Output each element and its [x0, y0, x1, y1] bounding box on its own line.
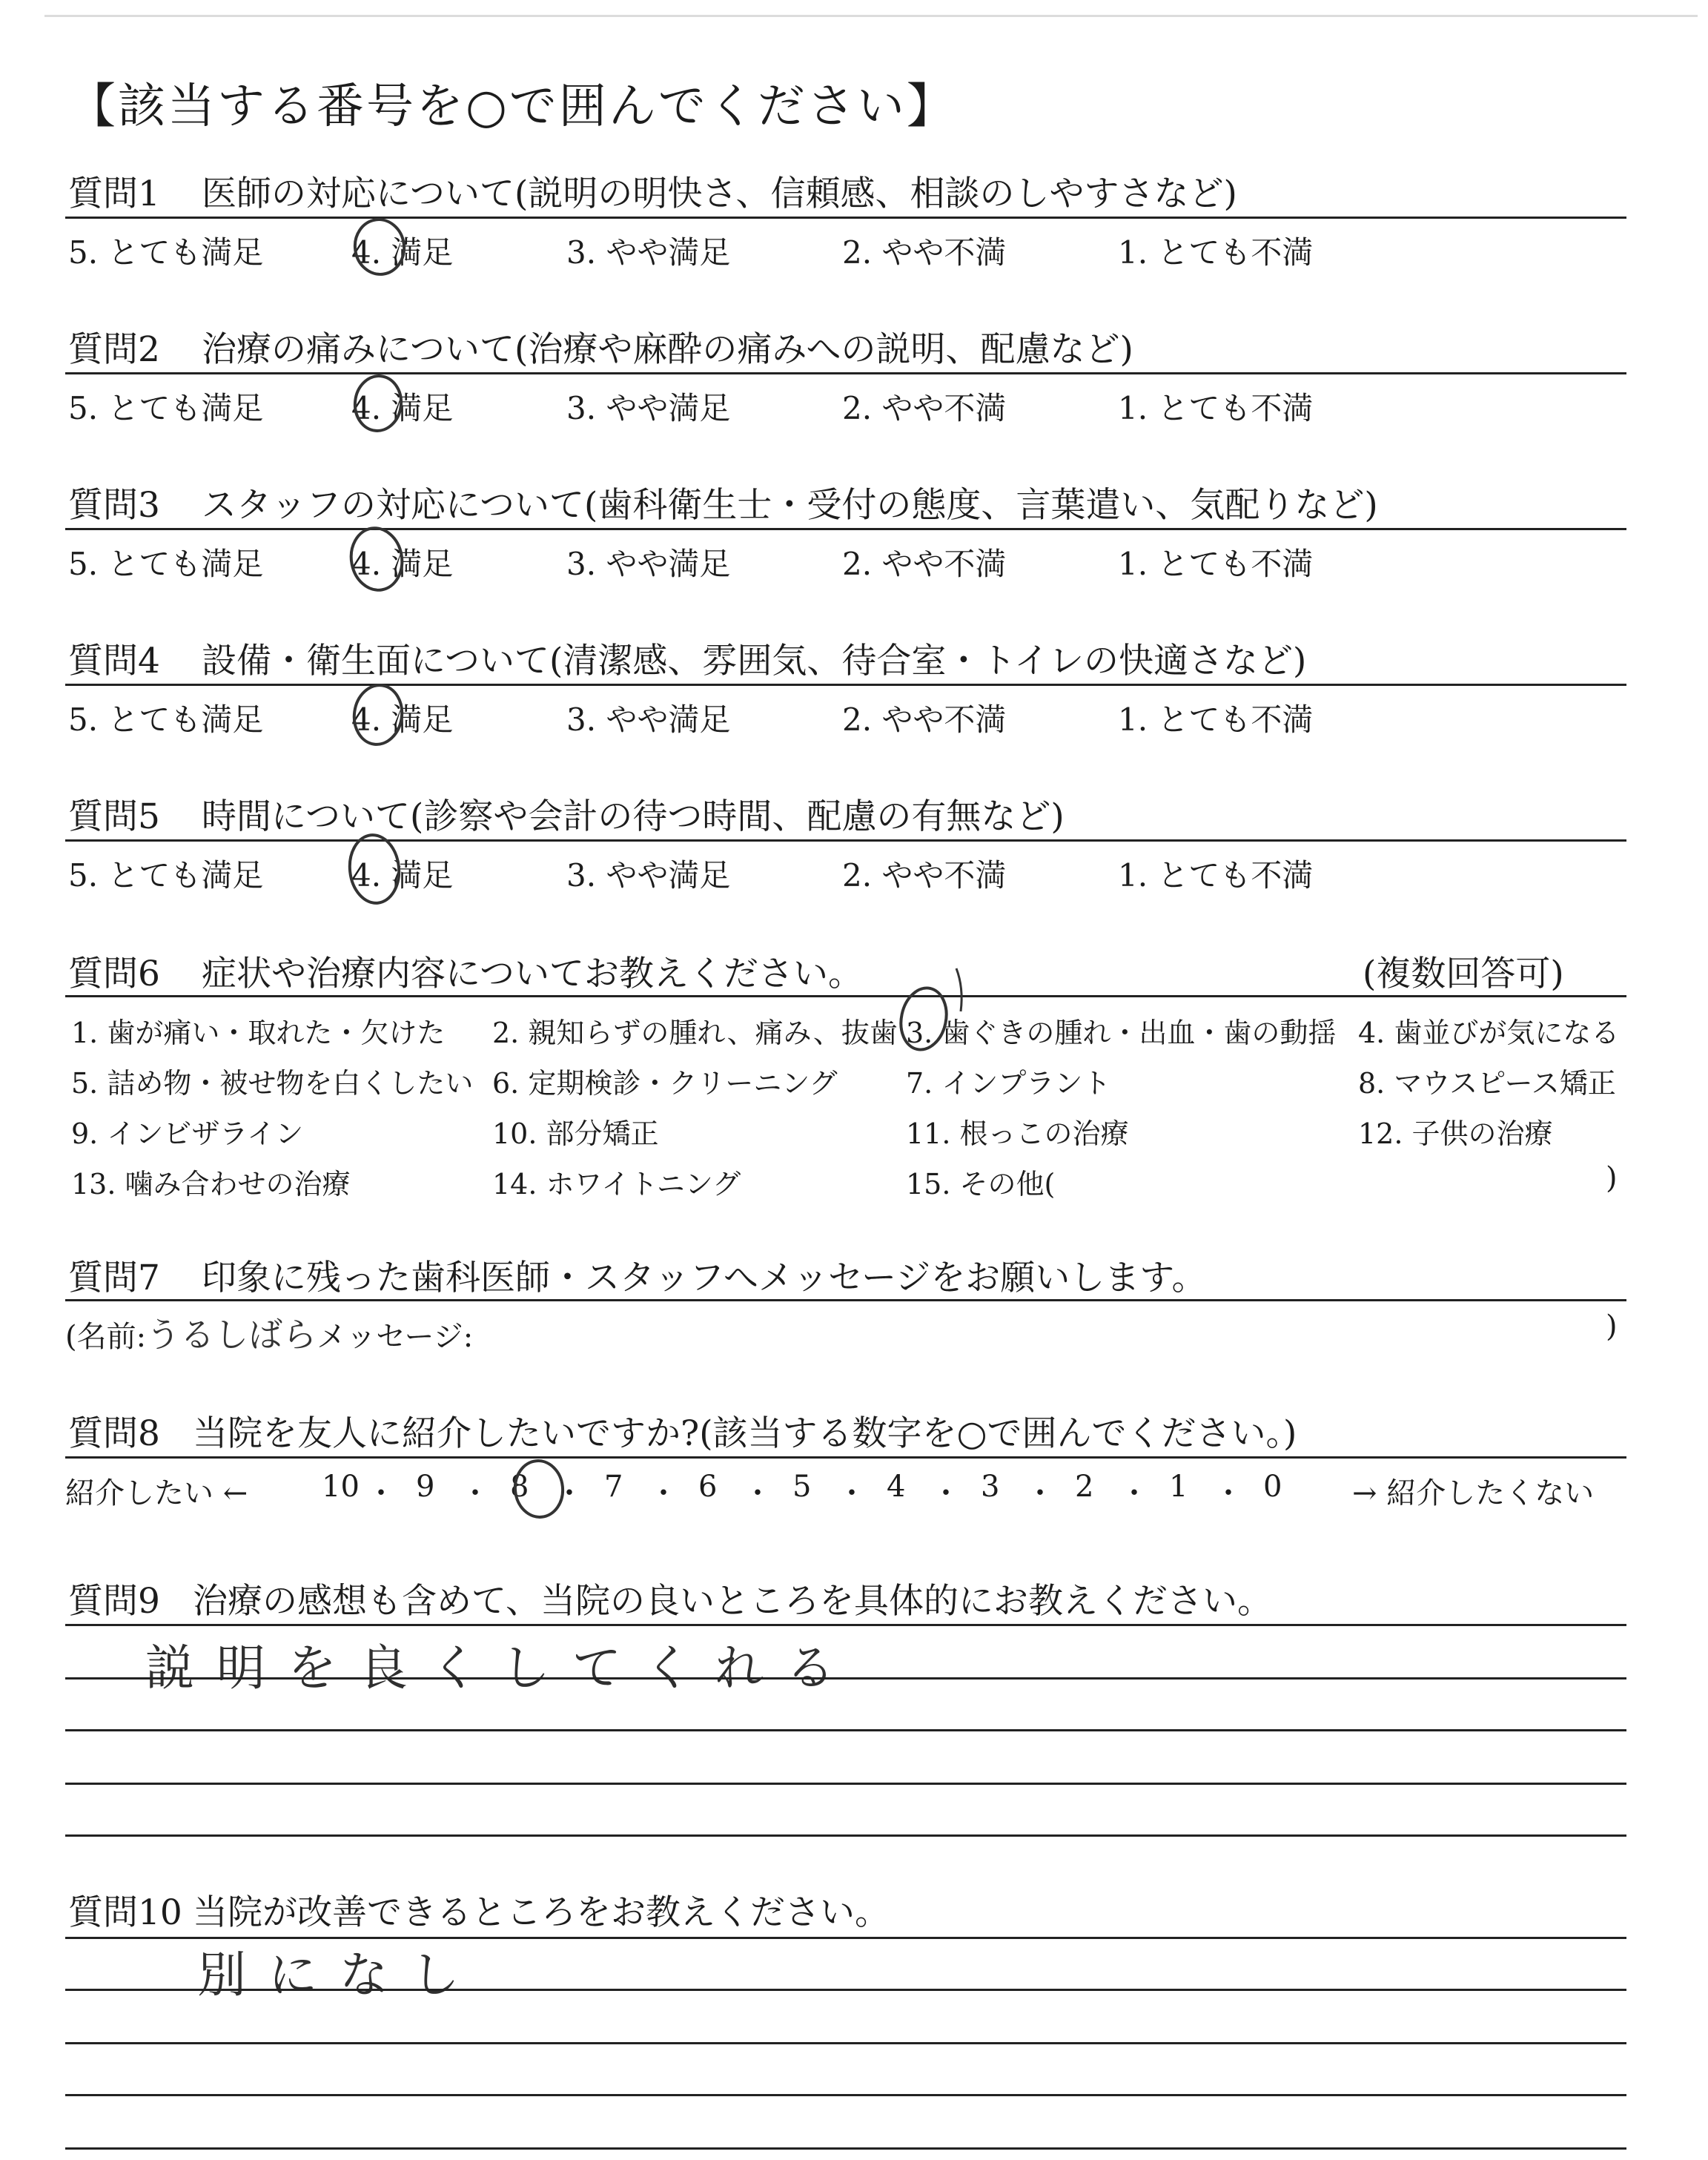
- question-number: 質問9: [68, 1581, 160, 1622]
- q6-item-1[interactable]: 1. 歯が痛い・取れた・欠けた: [71, 1017, 446, 1049]
- answer-line: [65, 1834, 1626, 1837]
- q2-option-1[interactable]: 1. とても不満: [1118, 390, 1314, 426]
- q6-item-12[interactable]: 12. 子供の治療: [1358, 1117, 1553, 1150]
- question-number: 質問8: [68, 1413, 160, 1454]
- q3-option-5[interactable]: 5. とても満足: [68, 546, 264, 582]
- scale-separator: ・: [743, 1476, 772, 1510]
- question-number: 質問4: [68, 641, 160, 681]
- divider: [65, 372, 1626, 374]
- question-number: 質問2: [68, 329, 160, 370]
- q6-item-3[interactable]: 3. 歯ぐきの腫れ・出血・歯の動揺: [906, 1017, 1337, 1049]
- question-9-title: [68, 1573, 1272, 1623]
- multiple-answers-note: (複数回答可): [1363, 954, 1564, 994]
- q2-option-5[interactable]: 5. とても満足: [68, 390, 264, 426]
- q6-item-2[interactable]: 2. 親知らずの腫れ、痛み、抜歯: [492, 1017, 898, 1049]
- q6-item-6[interactable]: 6. 定期検診・クリーニング: [492, 1067, 838, 1100]
- q1-option-4[interactable]: 4. 満足: [351, 234, 454, 271]
- q5-option-2[interactable]: 2. やや不満: [842, 857, 1007, 894]
- question-7-title: [68, 1250, 1206, 1300]
- divider: [65, 528, 1626, 530]
- scale-separator: ・: [366, 1476, 396, 1510]
- q6-item-10[interactable]: 10. 部分矯正: [492, 1117, 659, 1150]
- question-number: 質問5: [68, 796, 160, 837]
- q1-option-3[interactable]: 3. やや満足: [566, 234, 731, 271]
- answer-line: [65, 1783, 1626, 1785]
- scale-left-label: 紹介したい ←: [65, 1476, 248, 1510]
- scale-number-8[interactable]: 8: [510, 1470, 529, 1504]
- question-6-title: [68, 946, 863, 996]
- question-text: 治療の感想も含めて、当院の良いところを具体的にお教えください。: [193, 1581, 1273, 1622]
- q3-option-2[interactable]: 2. やや不満: [842, 546, 1007, 582]
- answer-line: [65, 1989, 1626, 1991]
- scale-separator: ・: [1214, 1476, 1243, 1510]
- scale-number-0[interactable]: 0: [1263, 1470, 1282, 1504]
- answer-line: [65, 2042, 1626, 2044]
- q5-option-1[interactable]: 1. とても不満: [1118, 857, 1314, 894]
- q6-item-8[interactable]: 8. マウスピース矯正: [1358, 1067, 1616, 1100]
- scale-number-7[interactable]: 7: [604, 1470, 623, 1504]
- q9-handwritten-answer[interactable]: 説明を良くしてくれる: [145, 1639, 857, 1697]
- q2-option-4[interactable]: 4. 満足: [351, 390, 454, 426]
- scale-number-4[interactable]: 4: [887, 1470, 906, 1504]
- q5-option-5[interactable]: 5. とても満足: [68, 857, 264, 894]
- q1-option-5[interactable]: 5. とても満足: [68, 234, 264, 271]
- question-10-title: [68, 1885, 890, 1935]
- q4-option-1[interactable]: 1. とても不満: [1118, 701, 1314, 738]
- q6-item-11[interactable]: 11. 根っこの治療: [906, 1117, 1129, 1150]
- q6-item-9[interactable]: 9. インビザライン: [71, 1117, 304, 1150]
- q6-item-14[interactable]: 14. ホワイトニング: [492, 1168, 741, 1200]
- scale-separator: ・: [1119, 1476, 1149, 1510]
- scale-number-1[interactable]: 1: [1169, 1470, 1188, 1504]
- q5-option-3[interactable]: 3. やや満足: [566, 857, 731, 894]
- name-label: (名前:: [65, 1320, 147, 1354]
- divider: [65, 1299, 1626, 1301]
- q6-other-close-paren: ): [1606, 1161, 1618, 1195]
- scale-number-9[interactable]: 9: [416, 1470, 435, 1504]
- question-text: スタッフの対応について(歯科衛生士・受付の態度、言葉遣い、気配りなど): [202, 485, 1378, 526]
- answer-line: [65, 1624, 1626, 1626]
- q3-option-3[interactable]: 3. やや満足: [566, 546, 731, 582]
- question-4-title: [68, 633, 1306, 683]
- question-number: 質問1: [68, 174, 160, 214]
- scale-separator: ・: [555, 1476, 584, 1510]
- q10-handwritten-answer[interactable]: 別になし: [197, 1946, 482, 2004]
- q4-option-4[interactable]: 4. 満足: [351, 701, 454, 738]
- question-2-title: [68, 322, 1133, 371]
- question-text: 当院が改善できるところをお教えください。: [193, 1892, 890, 1933]
- q2-option-3[interactable]: 3. やや満足: [566, 390, 731, 426]
- question-text: 時間について(診察や会計の待つ時間、配慮の有無など): [202, 796, 1065, 837]
- question-text: 治療の痛みについて(治療や麻酔の痛みへの説明、配慮など): [202, 329, 1133, 370]
- scale-number-5[interactable]: 5: [792, 1470, 812, 1504]
- scale-separator: ・: [931, 1476, 961, 1510]
- question-number: 質問6: [68, 954, 160, 994]
- divider: [65, 217, 1626, 219]
- answer-line: [65, 2147, 1626, 2150]
- divider: [65, 839, 1626, 842]
- question-text: 印象に残った歯科医師・スタッフへメッセージをお願いします。: [202, 1258, 1207, 1298]
- scale-number-6[interactable]: 6: [698, 1470, 718, 1504]
- answer-line: [65, 1729, 1626, 1731]
- scale-number-2[interactable]: 2: [1075, 1470, 1094, 1504]
- q1-option-2[interactable]: 2. やや不満: [842, 234, 1007, 271]
- q6-item-4[interactable]: 4. 歯並びが気になる: [1358, 1017, 1620, 1049]
- question-3-title: [68, 478, 1378, 527]
- q6-item-7[interactable]: 7. インプラント: [906, 1067, 1111, 1100]
- q6-item-13[interactable]: 13. 噛み合わせの治療: [71, 1168, 351, 1200]
- question-8-title: [68, 1406, 1297, 1456]
- scale-number-3[interactable]: 3: [981, 1470, 1000, 1504]
- q3-option-4[interactable]: 4. 満足: [351, 546, 454, 582]
- question-number: 質問10: [68, 1892, 182, 1933]
- q2-option-2[interactable]: 2. やや不満: [842, 390, 1007, 426]
- top-border: [44, 15, 1698, 17]
- answer-line: [65, 2094, 1626, 2096]
- q4-option-3[interactable]: 3. やや満足: [566, 701, 731, 738]
- form-header: 【該当する番号を○で囲んでください】: [68, 79, 956, 134]
- question-5-title: [68, 789, 1065, 839]
- q3-option-1[interactable]: 1. とても不満: [1118, 546, 1314, 582]
- question-number: 質問7: [68, 1258, 160, 1298]
- question-1-title: [68, 166, 1237, 216]
- scale-number-10[interactable]: 10: [322, 1470, 360, 1504]
- q4-option-5[interactable]: 5. とても満足: [68, 701, 264, 738]
- q7-close-paren: ): [1606, 1309, 1618, 1344]
- q5-option-4[interactable]: 4. 満足: [351, 857, 454, 894]
- question-text: 医師の対応について(説明の明快さ、信頼感、相談のしやすさなど): [202, 174, 1237, 214]
- q7-message-line[interactable]: [65, 1308, 473, 1357]
- message-label: メッセージ:: [317, 1320, 474, 1354]
- scale-separator: ・: [837, 1476, 867, 1510]
- divider: [65, 684, 1626, 686]
- question-text: 当院を友人に紹介したいですか?(該当する数字を○で囲んでください。): [193, 1413, 1297, 1454]
- q1-option-1[interactable]: 1. とても不満: [1118, 234, 1314, 271]
- q4-option-2[interactable]: 2. やや不満: [842, 701, 1007, 738]
- question-text: 設備・衛生面について(清潔感、雰囲気、待合室・トイレの快適さなど): [202, 641, 1307, 681]
- q6-item-5[interactable]: 5. 詰め物・被せ物を白くしたい: [71, 1067, 474, 1100]
- question-number: 質問3: [68, 485, 160, 526]
- q6-stray-stroke: [956, 968, 961, 1011]
- question-text: 症状や治療内容についてお教えください。: [202, 954, 864, 994]
- scale-separator: ・: [1025, 1476, 1055, 1510]
- divider: [65, 995, 1626, 997]
- divider: [65, 1456, 1626, 1459]
- scale-separator: ・: [649, 1476, 678, 1510]
- answer-line: [65, 1677, 1626, 1680]
- handwritten-name: うるしばら: [146, 1315, 317, 1355]
- scale-separator: ・: [460, 1476, 490, 1510]
- q6-item-15[interactable]: 15. その他(: [906, 1168, 1056, 1200]
- scale-right-label: → 紹介したくない: [1352, 1476, 1595, 1510]
